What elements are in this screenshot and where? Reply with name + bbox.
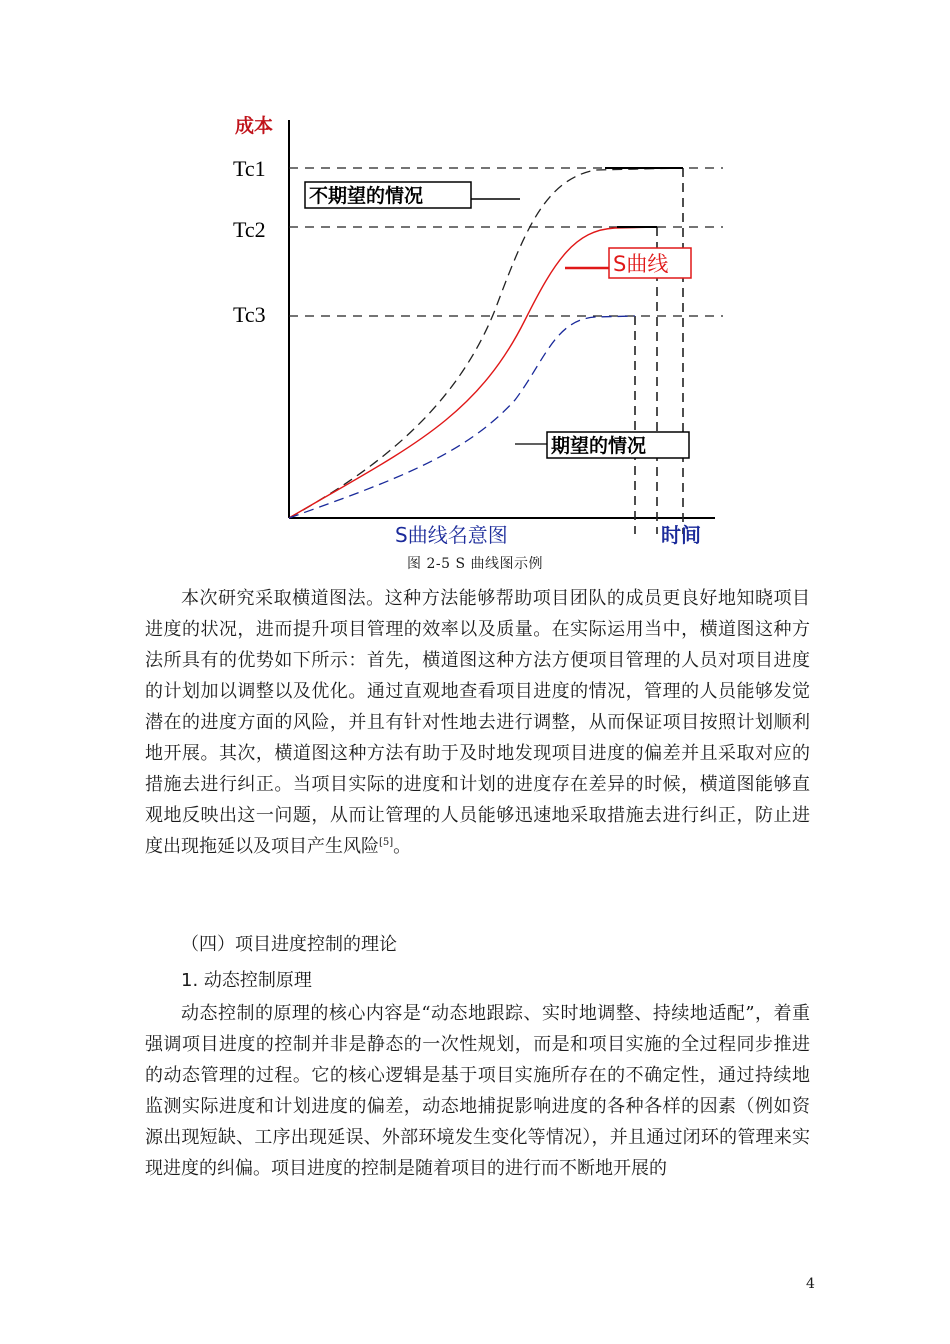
- undesired-curve: [289, 168, 683, 518]
- paragraph-1: [145, 583, 810, 862]
- paragraph-1-end: 。: [393, 836, 412, 857]
- page-number: 4: [806, 1276, 815, 1292]
- section-heading: （四）项目进度控制的理论: [181, 934, 397, 955]
- figure-caption: 图 2-5 S 曲线图示例: [407, 556, 543, 572]
- subsection-heading: 1. 动态控制原理: [181, 970, 312, 991]
- callout-undesired-text: 不期望的情况: [309, 185, 424, 207]
- s-curve-line: [289, 227, 657, 518]
- bottom-partial-label: S曲线名意图: [395, 523, 508, 547]
- callout-desired-text: 期望的情况: [551, 435, 647, 457]
- paragraph-2-text: 动态控制的原理的核心内容是“动态地跟踪、实时地调整、持续地适配”，着重强调项目进度的控制并非是静态的一次性规划，而是和项目实施的全过程同步推进的动态管理的过程。它的核心逻辑是基于项目实施所存在的不确定性，通过持续地监测实际进度和计划进度的偏差，动态地捕捉影响进度的各种各样的因素（例如资源出现短缺、工序出现延误、外部环境发生变化等情况），并且通过闭环的管理来实现进度的纠偏。项目进度的控制是随着项目的进行而不断地开展的: [145, 1003, 810, 1179]
- s-curve-chart: [225, 110, 725, 547]
- level-label-tc2: Tc2: [233, 217, 266, 242]
- x-axis-label: 时间: [661, 523, 701, 547]
- y-axis-label: 成本: [235, 115, 274, 137]
- paragraph-1-text: 本次研究采取横道图法。这种方法能够帮助项目团队的成员更良好地知晓项目进度的状况，进而提升项目管理的效率以及质量。在实际运用当中，横道图这种方法所具有的优势如下所示：首先，横道图这种方法方便项目管理的人员对项目进度的计划加以调整以及优化。通过直观地查看项目进度的情况，管理的人员能够发觉潜在的进度方面的风险，并且有针对性地去进行调整，从而保证项目按照计划顺利地开展。其次，横道图这种方法有助于及时地发现项目进度的偏差并且采取对应的措施去进行纠正。当项目实际的进度和计划的进度存在差异的时候，横道图能够直观地反映出这一问题，从而让管理的人员能够迅速地采取措施去进行纠正，防止进度出现拖延以及项目产生风险: [145, 588, 810, 857]
- level-label-tc1: Tc1: [233, 156, 266, 181]
- level-label-tc3: Tc3: [233, 302, 266, 327]
- s-curve-figure: [225, 110, 725, 547]
- paragraph-2: [145, 998, 810, 1184]
- citation-5: [5]: [379, 837, 394, 848]
- callout-s-text: S曲线: [613, 252, 669, 276]
